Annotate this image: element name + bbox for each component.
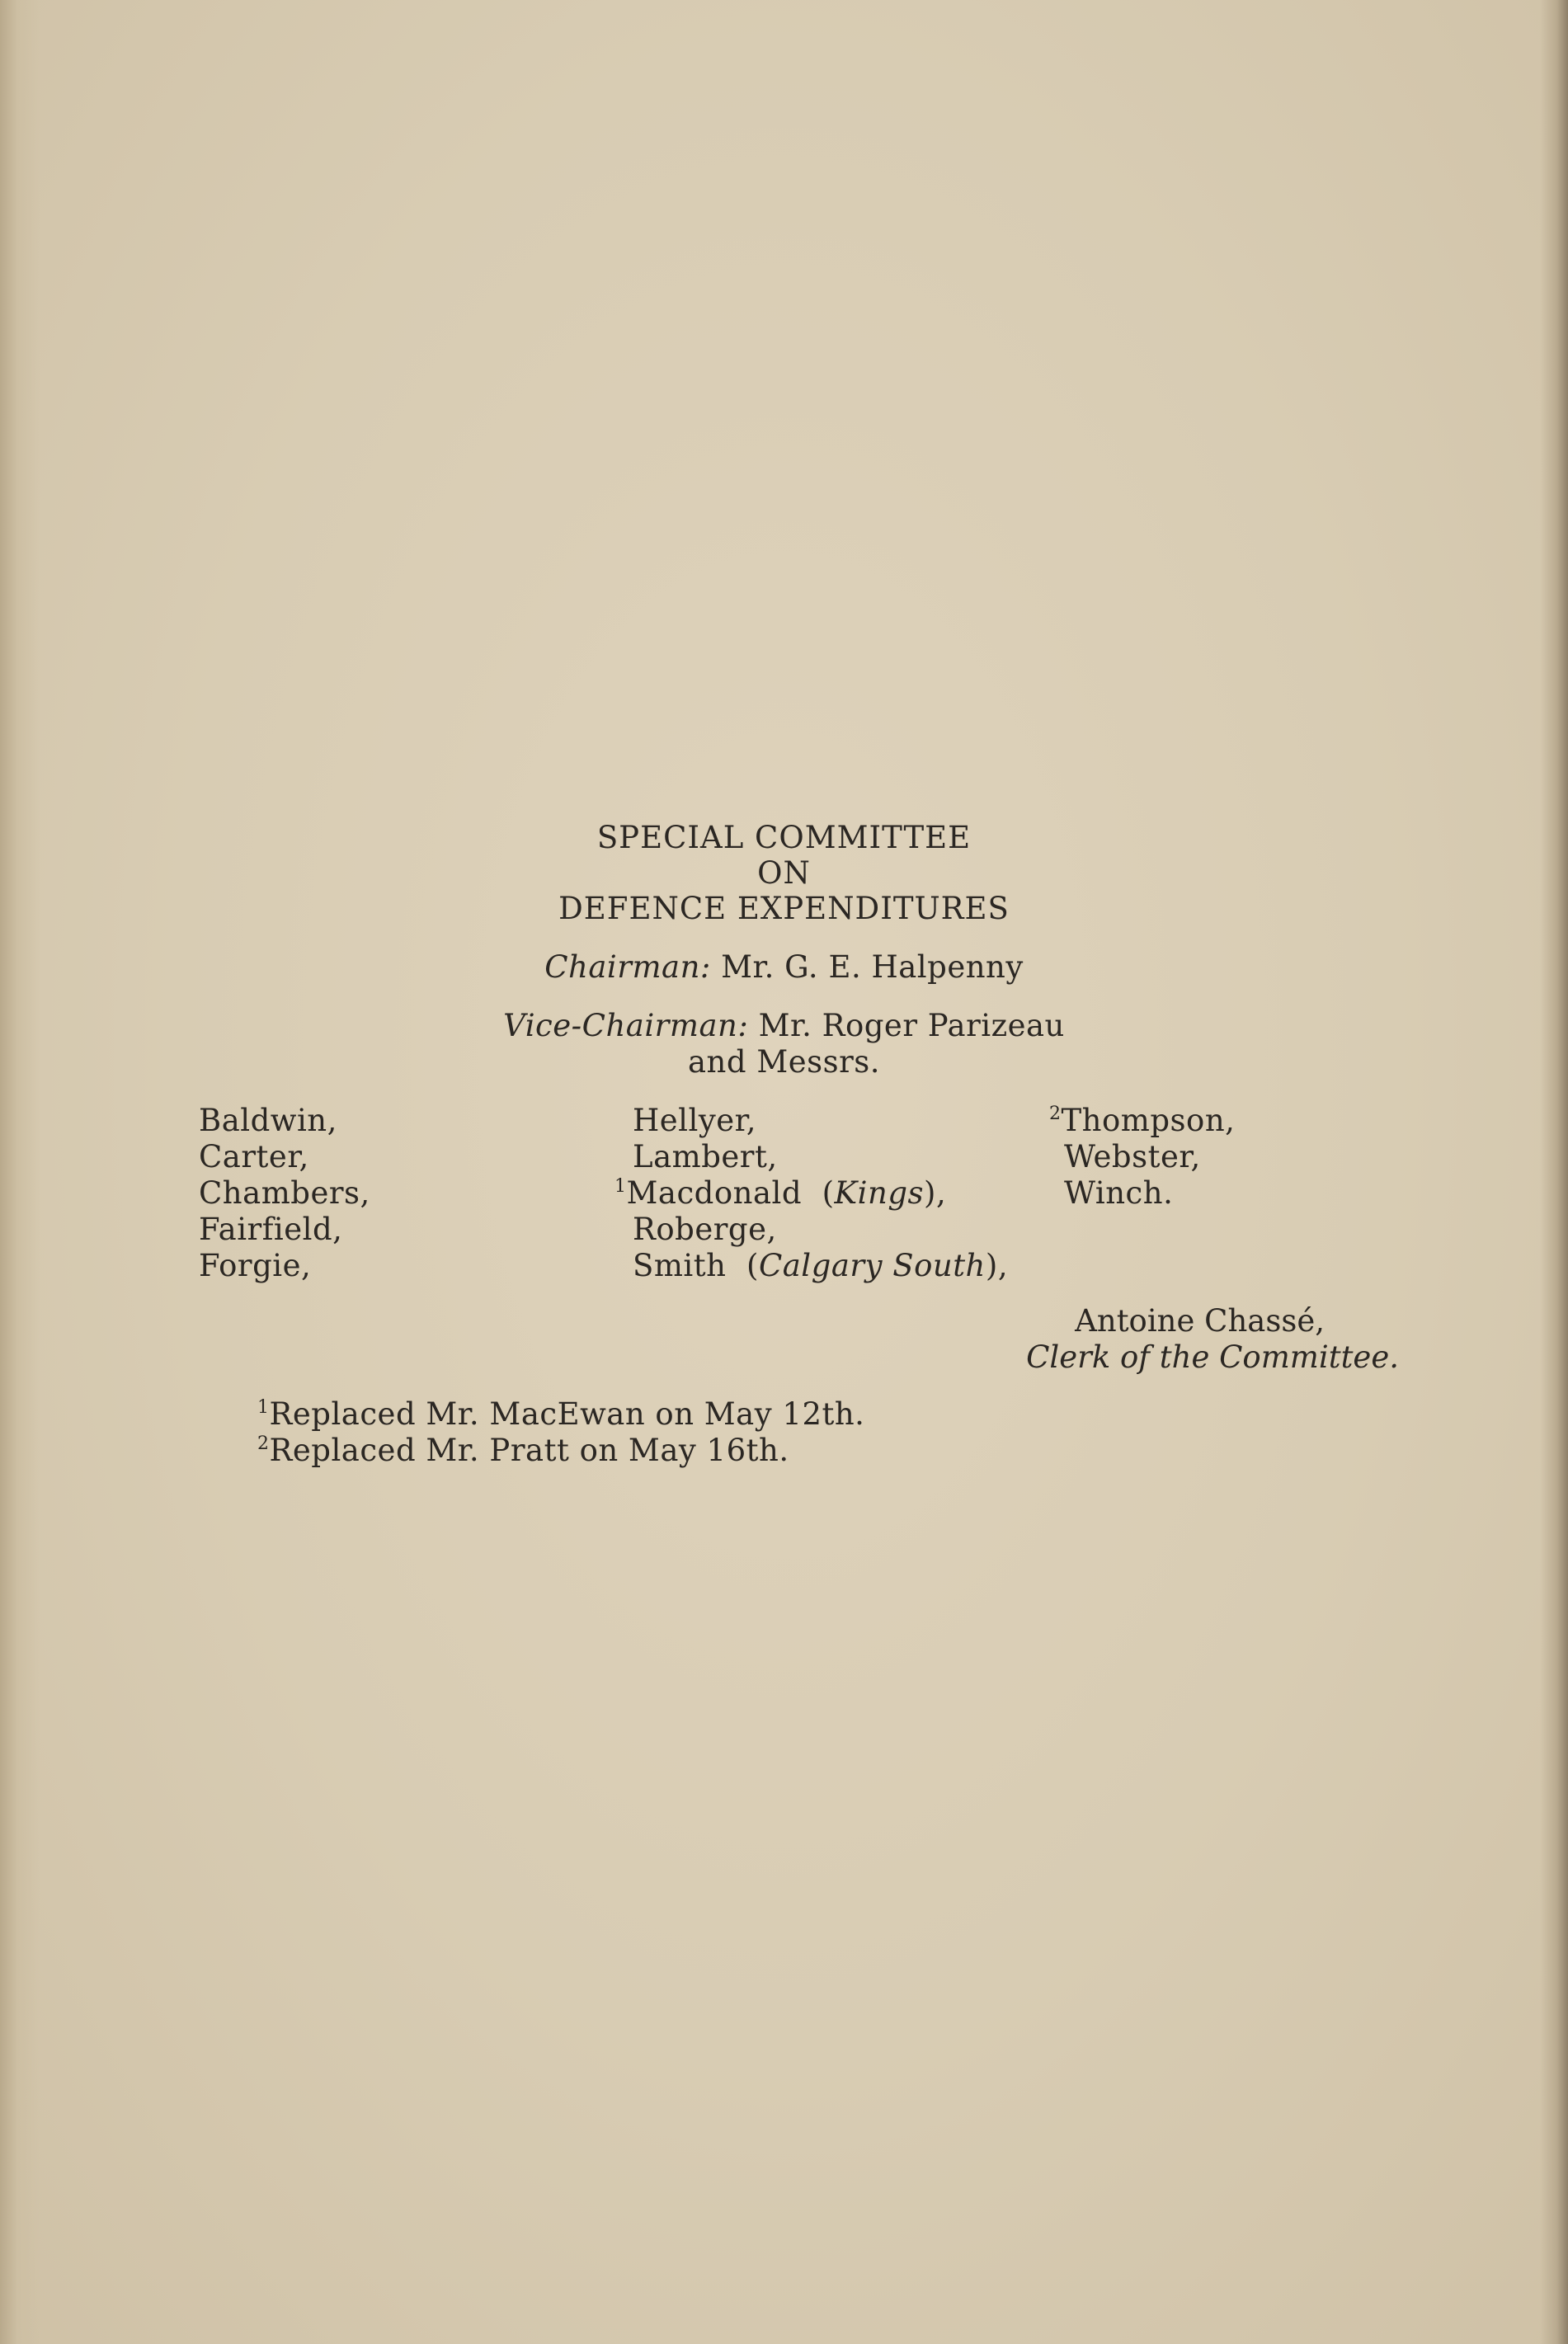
member-entry (614, 1139, 1008, 1175)
chairman-label: Chairman: (544, 949, 711, 985)
member-name: Smith (633, 1248, 727, 1283)
and-messrs-line: and Messrs. (687, 1044, 881, 1080)
member-entry (1049, 1175, 1235, 1212)
committee-title-line3: DEFENCE EXPENDITURES (558, 891, 1010, 926)
footnote-text: Replaced Mr. Pratt on May 16th. (269, 1433, 789, 1468)
footnotes (257, 1396, 864, 1469)
member-riding: Calgary South (758, 1248, 986, 1283)
clerk-name: Antoine Chassé, (1075, 1303, 1325, 1339)
member-name: Macdonald (626, 1175, 803, 1211)
footnote (257, 1433, 864, 1469)
member-suffix: , (935, 1175, 947, 1211)
committee-title-line2: ON (757, 855, 811, 891)
member-name: Hellyer, (633, 1103, 757, 1138)
chairman-line (0, 949, 1568, 986)
footnote-marker: 2 (257, 1433, 270, 1454)
clerk-block (1026, 1303, 1399, 1376)
footnote-marker: 1 (257, 1397, 270, 1418)
member-name: Chambers, (199, 1175, 370, 1211)
clerk-title: Clerk of the Committee. (1026, 1339, 1399, 1375)
member-name: Roberge, (633, 1212, 777, 1247)
member-name: Forgie, (199, 1248, 312, 1283)
vice-chairman-line (0, 1008, 1568, 1044)
member-suffix: , (997, 1248, 1009, 1283)
member-entry (1049, 1103, 1235, 1139)
chairman-name: Mr. G. E. Halpenny (721, 949, 1024, 985)
member-riding: Kings (834, 1175, 924, 1211)
footnote-text: Replaced Mr. MacEwan on May 12th. (269, 1396, 865, 1432)
member-name: Thompson, (1061, 1103, 1236, 1138)
member-entry (1049, 1139, 1235, 1175)
member-entry: $^1$Macdonald (Kings), (614, 1175, 947, 1211)
member-name: Carter, (199, 1139, 309, 1174)
footnote-marker: 2 (1049, 1104, 1062, 1124)
member-name: Baldwin, (199, 1103, 337, 1138)
member-name: Fairfield, (199, 1212, 343, 1247)
member-name: Webster, (1064, 1139, 1201, 1174)
vice-chairman-name: Mr. Roger Parizeau (758, 1008, 1065, 1043)
members-column-1 (199, 1103, 370, 1284)
footnote-marker: 1 (614, 1176, 627, 1197)
footnote (257, 1396, 864, 1433)
members-column-2 (614, 1103, 1008, 1284)
member-entry (614, 1103, 1008, 1139)
member-entry: Smith (Calgary South), (633, 1248, 1009, 1283)
members-column-3 (1049, 1103, 1235, 1212)
member-name: Lambert, (633, 1139, 778, 1174)
committee-title-line1: SPECIAL COMMITTEE (596, 820, 972, 855)
member-name: Winch. (1064, 1175, 1174, 1211)
member-entry (614, 1212, 1008, 1248)
vice-chairman-label: Vice-Chairman: (503, 1008, 749, 1043)
